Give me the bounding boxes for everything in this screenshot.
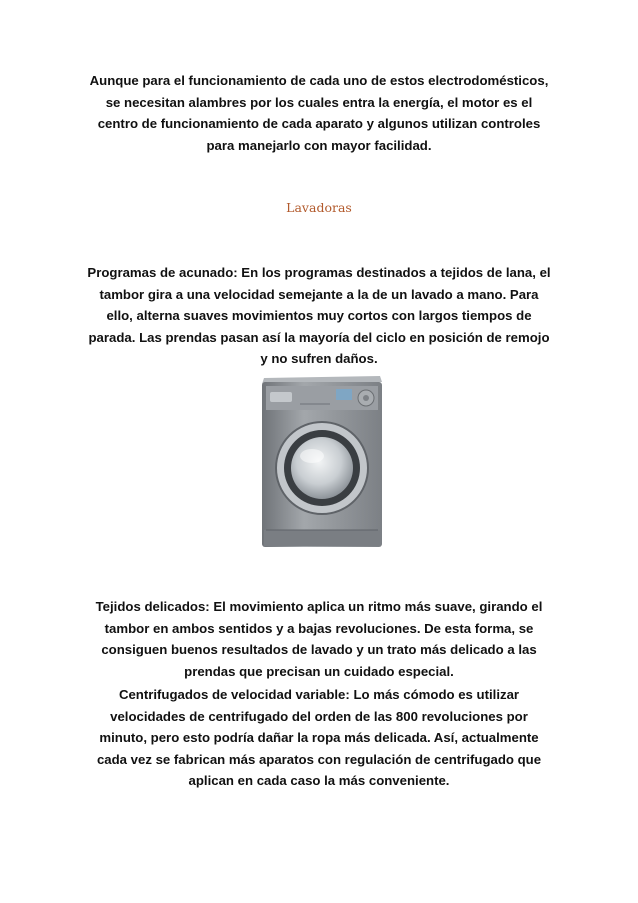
section-heading: Lavadoras bbox=[286, 200, 352, 215]
acunado-paragraph: Programas de acunado: En los programas destinados a tejidos de lana, el tambor gira a una velocidad semejante a la de un lavado a mano. Para ello, alterna suaves movimientos muy cortos con largos tiempos de parada. Las prendas pasan así la mayoría del ciclo en posición de remojo y no sufren daños. bbox=[87, 265, 551, 366]
intro-paragraph: Aunque para el funcionamiento de cada uno de estos electrodomésticos, se necesitan alambres por los cuales entra la energía, el motor es el centro de funcionamiento de cada aparato y algunos utilizan controles para manejarlo con mayor facilidad. bbox=[89, 73, 549, 153]
delicados-paragraph: Tejidos delicados: El movimiento aplica un ritmo más suave, girando el tambor en ambos sentidos y a bajas revoluciones. De esta forma, se consiguen buenos resultados de lavado y un trato más delicado a las prendas que precisan un cuidado especial. bbox=[95, 599, 543, 679]
washing-machine-image bbox=[256, 370, 386, 550]
washing-machine-icon bbox=[256, 370, 386, 550]
centrifugados-paragraph: Centrifugados de velocidad variable: Lo más cómodo es utilizar velocidades de centrifugado del orden de las 800 revoluciones por minuto, pero esto podría dañar la ropa más delicada. Así, actualmente cada vez se fabrican más aparatos con regulación de centrifugado que aplican en cada caso la más conveniente. bbox=[96, 687, 542, 788]
